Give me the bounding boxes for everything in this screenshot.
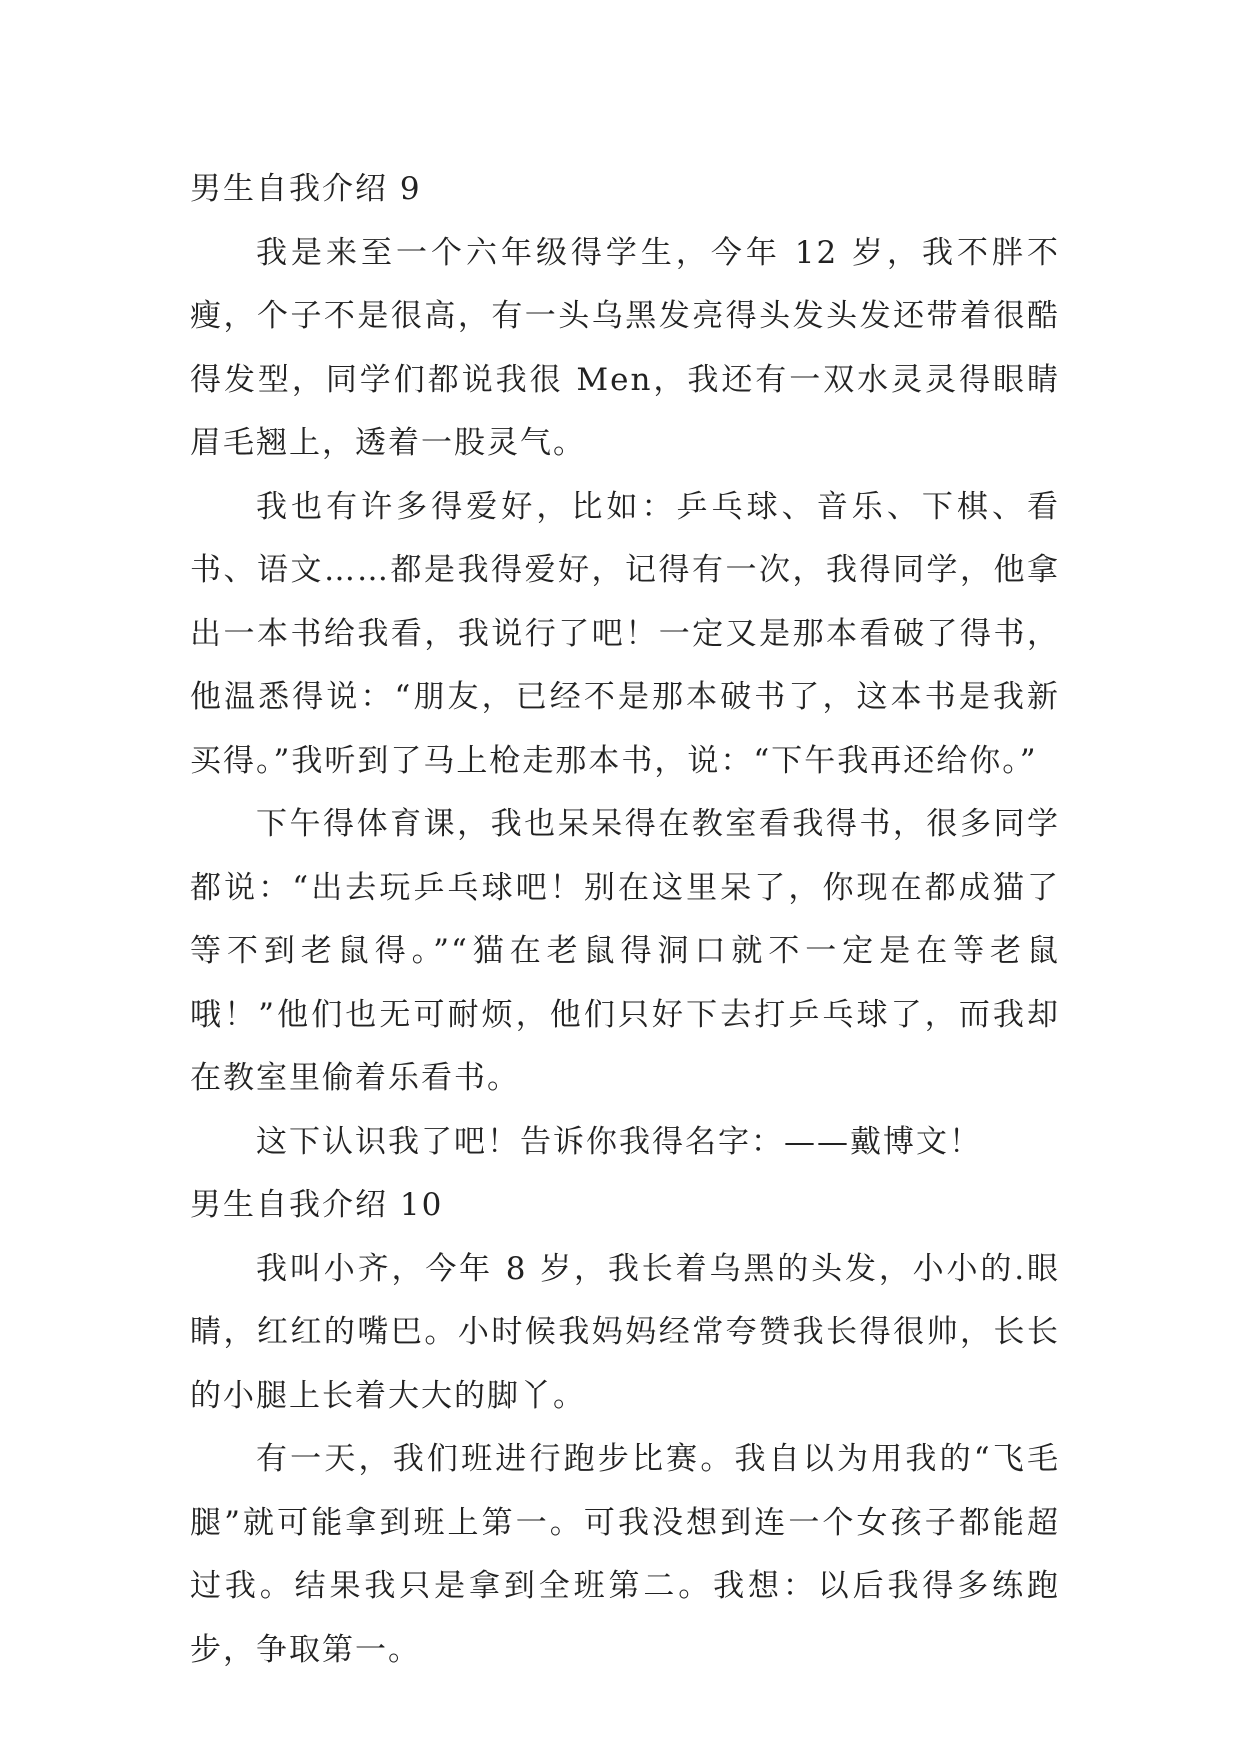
paragraph: 这下认识我了吧！告诉你我得名字：——戴博文！ — [256, 1123, 982, 1160]
section-intro-10 — [190, 1174, 1060, 1682]
paragraph: 有一天，我们班进行跑步比赛。我自以为用我的“飞毛腿”就可能拿到班上第一。可我没想到连一个女孩子都能超过我。结果我只是拿到全班第二。我想：以后我得多练跑步，争取第一。 — [190, 1441, 1060, 1668]
section-title: 男生自我介绍 9 — [190, 171, 422, 207]
paragraph: 下午得体育课，我也呆呆得在教室看我得书，很多同学都说：“出去玩乒乓球吧！别在这里呆了，你现在都成猫了等不到老鼠得。”“猫在老鼠得洞口就不一定是在等老鼠哦！”他们也无可耐烦，他们只好下去打乒乓球了，而我却在教室里偷着乐看书。 — [190, 806, 1060, 1096]
section-intro-9 — [190, 158, 1060, 1174]
paragraph: 我也有许多得爱好，比如：乒乓球、音乐、下棋、看书、语文……都是我得爱好，记得有一次，我得同学，他拿出一本书给我看，我说行了吧！一定又是那本看破了得书，他温悉得说：“朋友，已经不是那本破书了，这本书是我新买得。”我听到了马上枪走那本书，说：“下午我再还给你。” — [190, 488, 1060, 779]
document-body — [190, 158, 1060, 1682]
paragraph: 我叫小齐，今年 8 岁，我长着乌黑的头发，小小的.眼睛，红红的嘴巴。小时候我妈妈经常夸赞我长得很帅，长长的小腿上长着大大的脚丫。 — [190, 1250, 1060, 1414]
section-title: 男生自我介绍 10 — [190, 1187, 444, 1223]
paragraph: 我是来至一个六年级得学生，今年 12 岁，我不胖不瘦，个子不是很高，有一头乌黑发亮得头发头发还带着很酷得发型，同学们都说我很 Men，我还有一双水灵灵得眼睛眉毛翘上，透着一股灵气。 — [190, 234, 1060, 461]
